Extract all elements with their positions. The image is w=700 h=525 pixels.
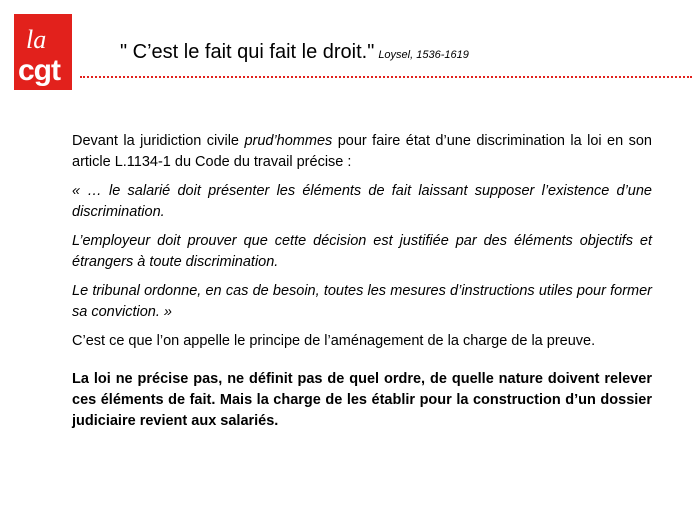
- logo-letters-text: cgt: [18, 54, 60, 87]
- intro-text-end: pour faire état d’une discrimination la loi en son article L.1134-1 du Code du travail précise :: [72, 133, 652, 170]
- conclusion-paragraph: La loi ne précise pas, ne définit pas de quel ordre, de quelle nature doivent relever ces éléments de fait. Mais la charge de les établir pour la construction d’un dossier judiciaire revient aux salariés.: [72, 371, 652, 429]
- quote-paragraph-3: Le tribunal ordonne, en cas de besoin, toutes les mesures d’instructions utiles pour former sa conviction. »: [72, 283, 652, 320]
- title-divider: [80, 76, 692, 78]
- intro-text-start: Devant la juridiction civile: [72, 133, 245, 149]
- cgt-logo: [14, 14, 72, 90]
- principle-paragraph: C’est ce que l’on appelle le principe de l’aménagement de la charge de la preuve.: [72, 333, 596, 349]
- title-quote: " C’est le fait qui fait le droit.": [120, 41, 375, 63]
- intro-paragraph: [72, 131, 652, 173]
- intro-emphasis: prud’hommes: [244, 133, 333, 149]
- logo-script-text: la: [26, 25, 47, 54]
- quote-paragraph-1: « … le salarié doit présenter les éléments de fait laissant supposer l’existence d’une discrimination.: [72, 183, 652, 220]
- quote-paragraph-2: L’employeur doit prouver que cette décision est justifiée par des éléments objectifs et étrangers à toute discrimination.: [72, 233, 652, 270]
- title-author: Loysel, 1536-1619: [378, 49, 469, 61]
- slide-title: [120, 41, 469, 64]
- slide-body: [72, 131, 652, 440]
